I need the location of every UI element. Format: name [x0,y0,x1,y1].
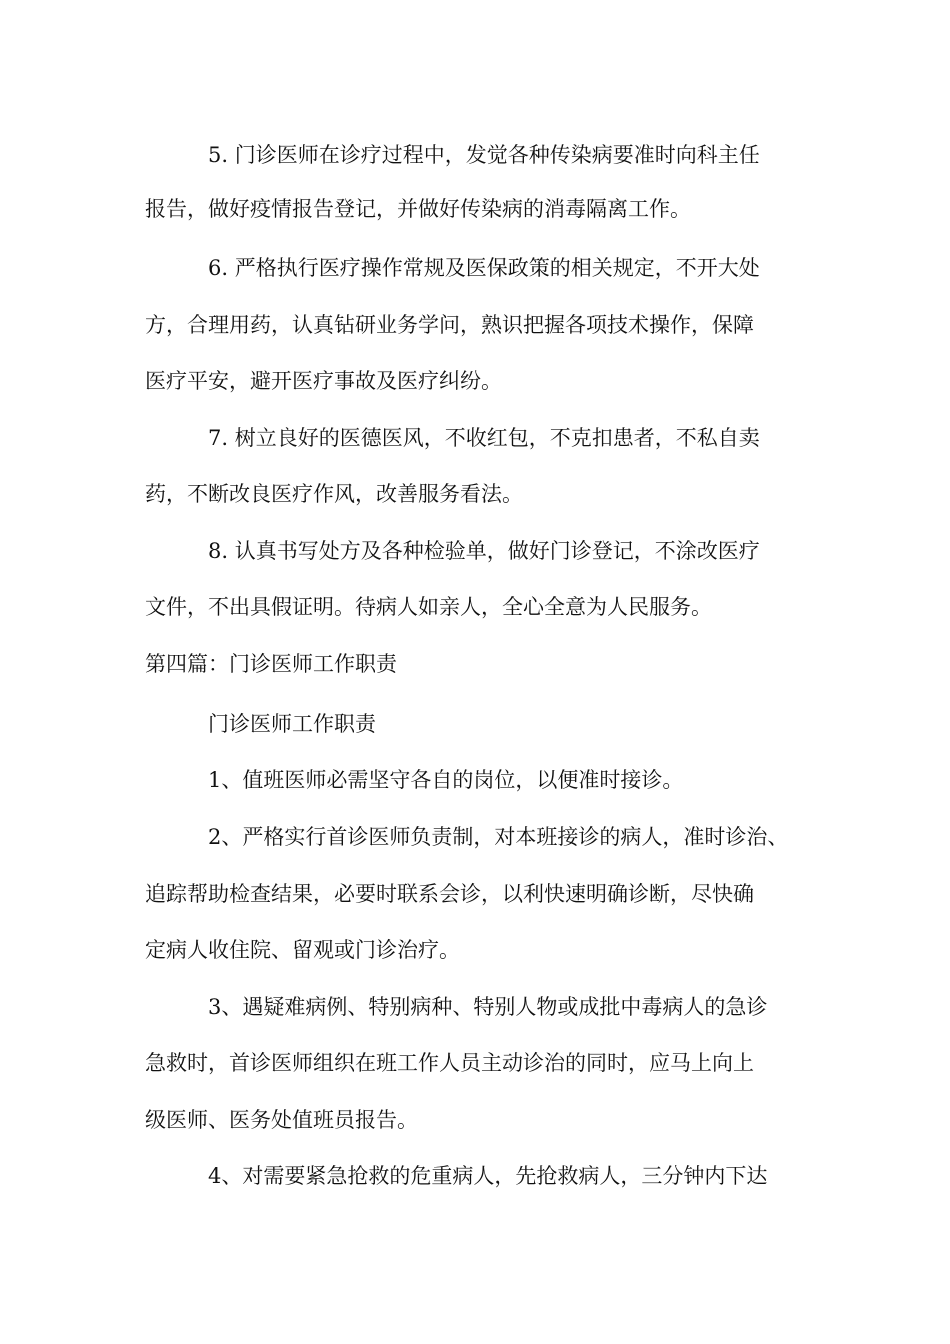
text-line: 急救时，首诊医师组织在班工作人员主动诊治的同时，应马上向上 [145,1051,754,1075]
text-line: 2、严格实行首诊医师负责制，对本班接诊的病人，准时诊治、 [208,825,789,849]
text-line: 4、对需要紧急抢救的危重病人，先抢救病人，三分钟内下达 [208,1164,768,1188]
text-line: 级医师、医务处值班员报告。 [145,1108,418,1132]
text-line: 5. 门诊医师在诊疗过程中，发觉各种传染病要准时向科主任 [208,143,760,167]
text-line: 方，合理用药，认真钻研业务学问，熟识把握各项技术操作，保障 [145,313,754,337]
text-line: 1、值班医师必需坚守各自的岗位，以便准时接诊。 [208,768,684,792]
text-line: 追踪帮助检查结果，必要时联系会诊，以利快速明确诊断，尽快确 [145,882,754,906]
text-line: 药，不断改良医疗作风，改善服务看法。 [145,482,523,506]
text-line: 定病人收住院、留观或门诊治疗。 [145,938,460,962]
text-line: 6. 严格执行医疗操作常规及医保政策的相关规定，不开大处 [208,256,760,280]
text-line: 医疗平安，避开医疗事故及医疗纠纷。 [145,369,502,393]
text-line: 8. 认真书写处方及各种检验单，做好门诊登记，不涂改医疗 [208,539,760,563]
subsection-title: 门诊医师工作职责 [208,712,376,736]
text-line: 文件，不出具假证明。待病人如亲人，全心全意为人民服务。 [145,595,712,619]
section-heading: 第四篇：门诊医师工作职责 [145,652,397,676]
text-line: 7. 树立良好的医德医风，不收红包，不克扣患者，不私自卖 [208,426,760,450]
text-line: 3、遇疑难病例、特别病种、特别人物或成批中毒病人的急诊 [208,995,768,1019]
text-line: 报告，做好疫情报告登记，并做好传染病的消毒隔离工作。 [145,197,691,221]
